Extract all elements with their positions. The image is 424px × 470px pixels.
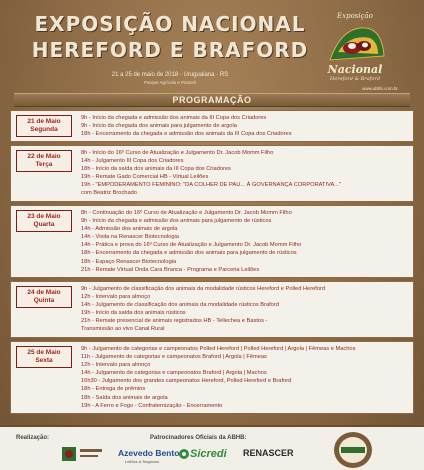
realizacao-label: Realização: [16, 435, 50, 441]
day-weekday: Segunda [30, 126, 58, 133]
title-line-1: EXPOSIÇÃO NACIONAL [34, 12, 306, 36]
event-place: Parque Agrícola e Pastoril [143, 80, 197, 85]
schedule-item: 14h - Prática e prova do 16º Curso de Atualização e Julgamento Dr. Jacob Momm Filho [81, 242, 302, 249]
schedule-item: 18h - Entrega de prêmios [81, 386, 146, 393]
schedule-item: 14h - Julgamento de categorias e campeonatos Braford | Argola | Machos [81, 370, 267, 377]
schedule-item: 14h - Julgamento de classificação dos animais da modalidade rústicos Braford [81, 302, 279, 309]
day-weekday: Quarta [33, 221, 55, 228]
day-date: 22 de Maio [27, 153, 61, 160]
event-dates: 21 a 25 de maio de 2018 · Uruguaiana · RS [111, 72, 229, 78]
title-line-2: HEREFORD E BRAFORD [31, 38, 309, 62]
schedule-item: 12h - Intervalo para almoço [81, 362, 151, 369]
schedule-item: 18h - Saída dos animais de argola [81, 394, 168, 401]
schedule-item: 11h - Julgamento de categorias e campeonatos Braford | Argola | Fêmeas [81, 354, 267, 361]
day-box-21 [10, 110, 414, 142]
day-weekday: Quinta [33, 297, 55, 304]
day-box-24 [10, 281, 414, 338]
day-weekday: Sexta [35, 357, 53, 364]
schedule-item: com Beatriz Brochado [81, 190, 137, 197]
day-label [16, 115, 72, 137]
day-date: 23 de Maio [27, 213, 61, 220]
sponsor-azevedo-bento: Azevedo Bento [118, 448, 180, 458]
schedule-item: 19h - Remate Gado Comercial HB - Virtual Leilões [81, 174, 209, 181]
abhb-logo-icon [60, 443, 104, 467]
day-box-25 [10, 341, 414, 414]
day-label [16, 286, 72, 308]
schedule-item: 9h - Julgamento de classificação dos animais da modalidade rústicos Hereford e Polled Hereford [81, 286, 326, 292]
schedule-item: 18h - Espaço Renascer Biotecnologia [81, 258, 177, 265]
day-date: 21 de Maio [27, 118, 61, 125]
day-items [81, 285, 409, 334]
logo-top-text: Exposição [337, 12, 373, 20]
schedule-item: 18h - Encerramento da chegada e admissão dos animais da III Copa dos Criadores [81, 131, 292, 138]
schedule-item: Transmissão ao vivo Canal Rural [81, 326, 165, 333]
day-weekday: Terça [35, 161, 53, 168]
schedule-item: 16h30 - Julgamento dos grandes campeonatos Hereford, Polled Hereford e Braford [81, 378, 292, 385]
schedule-item: 21h - Remate Virtual Onda Cara Branca - Programa e Parceria Leilões [81, 266, 260, 273]
schedule-item: 9h - Início da chegada e admissão dos animais para julgamento de rústicos [81, 218, 272, 225]
schedule-item: 19h - Início da saída dos animais rústicos [81, 310, 186, 317]
schedule-item: 14h - Admissão dos animais de argola [81, 226, 178, 233]
day-items [81, 209, 409, 274]
day-box-23 [10, 205, 414, 278]
patrocinadores-label: Patrocinadores Oficiais da ABHB: [150, 435, 247, 441]
event-logo [322, 12, 388, 80]
day-label [16, 210, 72, 232]
day-date: 24 de Maio [27, 289, 61, 296]
schedule-item: 18h - Encerramento da chegada e admissão dos animais para julgamento de rústicos [81, 250, 297, 257]
sponsor-azevedo-bento-tag: Leilões & Negócios [125, 459, 160, 464]
day-label [16, 150, 72, 172]
logo-sub-text: Hereford & Braford [329, 76, 381, 82]
day-date: 25 de Maio [27, 349, 61, 356]
schedule-item: 18h - Início da saída dos animais da III Copa dos Criadores [81, 166, 231, 173]
sponsor-renascer: RENASCER [243, 448, 294, 458]
schedule-item: 12h - Intervalo para almoço [81, 294, 151, 301]
sicredi-icon [178, 448, 190, 460]
schedule-item: 8h - Início do 16º Curso de Atualização e Julgamento Dr. Jacob Momm Filho [81, 150, 274, 156]
schedule-item: 19h - A Ferro e Fogo - Confraternização - Encerramento [81, 402, 223, 409]
schedule-item: 9h - Início da chegada e admissão dos animais da III Copa dos Criadores [81, 115, 267, 121]
program-title: PROGRAMAÇÃO [172, 95, 252, 105]
schedule-item: 21h - Remate presencial de animais registrados HB - Tellechea e Bastos - [81, 318, 268, 325]
schedule-item: 14h - Julgamento III Copa dos Criadores [81, 158, 184, 165]
schedule-item: 14h - Visita na Renascer Biotecnologia [81, 234, 179, 241]
day-items [81, 149, 409, 198]
day-box-22 [10, 145, 414, 202]
schedule-item: 8h - Continuação do 16º Curso de Atualização e Julgamento Dr. Jacob Momm Filho [81, 210, 292, 216]
sponsor-sicredi: Sicredi [190, 448, 227, 460]
schedule-item: 9h - Início da chegada dos animais para julgamento de argola [81, 123, 237, 130]
schedule-item: 9h - Julgamento de categorias e campeonatos Polled Hereford | Polled Hereford | Argola | Fêmeas e Machos [81, 346, 356, 352]
logo-main-text: Nacional [327, 63, 383, 76]
website: www.abhb.com.br [362, 86, 398, 91]
day-items [81, 345, 409, 410]
footer [0, 425, 424, 470]
day-label [16, 346, 72, 368]
schedule-item: 19h - "EMPODERAMENTO FEMININO: "DA COLHER DE PAU... À GOVERNANÇA CORPORATIVA..." [81, 182, 342, 189]
day-items [81, 114, 409, 138]
exposition-seal-icon [333, 431, 373, 469]
